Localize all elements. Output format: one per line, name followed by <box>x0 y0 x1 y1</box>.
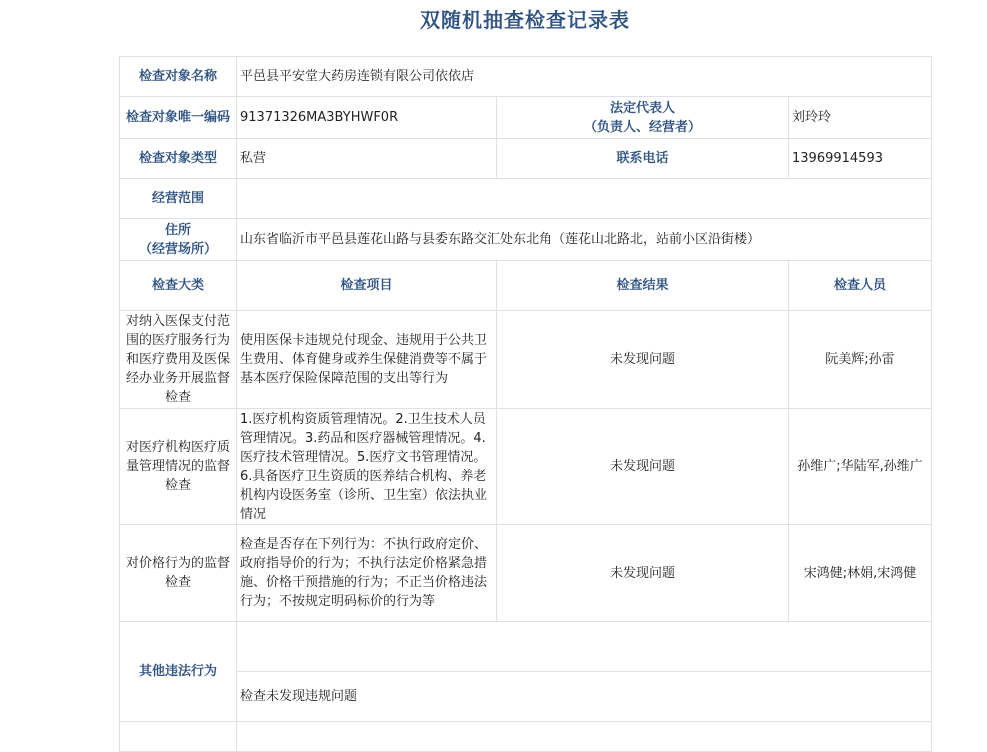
header-inspector: 检查人员 <box>789 261 932 311</box>
representative-label-line2: （负责人、经营者） <box>583 119 701 135</box>
row-category: 对纳入医保支付范围的医疗服务行为和医疗费用及医保经办业务开展监督检查 <box>120 311 237 409</box>
address-label-line1: 住所 <box>164 222 191 238</box>
address-row <box>120 219 932 261</box>
representative-label-line1: 法定代表人 <box>609 100 675 116</box>
trailing-row <box>120 722 932 752</box>
row-category: 对医疗机构医疗质量管理情况的监督检查 <box>120 409 237 525</box>
row-item: 检查是否存在下列行为：不执行政府定价、政府指导价的行为；不执行法定价格紧急措施、价格干预措施的行为；不正当价格违法行为；不按规定明码标价的行为等 <box>237 525 497 622</box>
table-row <box>120 409 932 525</box>
other-violations-row-bottom <box>120 672 932 722</box>
page-title: 双随机抽查检查记录表 <box>420 8 630 32</box>
other-violations-value-top <box>237 622 932 672</box>
table-row <box>120 311 932 409</box>
type-row <box>120 139 932 179</box>
row-result: 未发现问题 <box>497 409 789 525</box>
header-result: 检查结果 <box>497 261 789 311</box>
scope-label: 经营范围 <box>120 179 237 219</box>
type-label: 检查对象类型 <box>120 139 237 179</box>
code-row <box>120 97 932 139</box>
trailing-cell <box>120 722 237 752</box>
name-value: 平邑县平安堂大药房连锁有限公司依依店 <box>237 57 932 97</box>
other-violations-row-top <box>120 622 932 672</box>
row-item: 使用医保卡违规兑付现金、违规用于公共卫生费用、体育健身或养生保健消费等不属于基本医疗保险保障范围的支出等行为 <box>237 311 497 409</box>
other-violations-label: 其他违法行为 <box>120 622 237 722</box>
row-result: 未发现问题 <box>497 525 789 622</box>
name-row <box>120 57 932 97</box>
address-value: 山东省临沂市平邑县莲花山路与县委东路交汇处东北角（莲花山北路北，站前小区沿街楼） <box>237 219 932 261</box>
scope-row <box>120 179 932 219</box>
header-item: 检查项目 <box>237 261 497 311</box>
representative-label <box>497 97 789 139</box>
type-value: 私营 <box>237 139 497 179</box>
phone-label: 联系电话 <box>497 139 789 179</box>
header-category: 检查大类 <box>120 261 237 311</box>
row-item: 1.医疗机构资质管理情况。2.卫生技术人员管理情况。3.药品和医疗器械管理情况。4.医疗技术管理情况。5.医疗文书管理情况。6.具备医疗卫生资质的医养结合机构、养老机构内设医务室（诊所、卫生室）依法执业情况 <box>237 409 497 525</box>
address-label <box>120 219 237 261</box>
table-row <box>120 525 932 622</box>
representative-value: 刘玲玲 <box>789 97 932 139</box>
trailing-cell-value <box>237 722 932 752</box>
other-violations-value: 检查未发现违规问题 <box>237 672 932 722</box>
header-row <box>120 261 932 311</box>
row-inspector: 孙维广;华陆军,孙维广 <box>789 409 932 525</box>
code-label: 检查对象唯一编码 <box>120 97 237 139</box>
name-label: 检查对象名称 <box>120 57 237 97</box>
row-inspector: 宋鸿健;林娟,宋鸿健 <box>789 525 932 622</box>
scope-value <box>237 179 932 219</box>
code-value: 91371326MA3BYHWF0R <box>237 97 497 139</box>
row-result: 未发现问题 <box>497 311 789 409</box>
address-label-line2: （经营场所） <box>138 241 217 257</box>
phone-value: 13969914593 <box>789 139 932 179</box>
row-inspector: 阮美辉;孙雷 <box>789 311 932 409</box>
inspection-record-table <box>119 56 932 752</box>
row-category: 对价格行为的监督检查 <box>120 525 237 622</box>
